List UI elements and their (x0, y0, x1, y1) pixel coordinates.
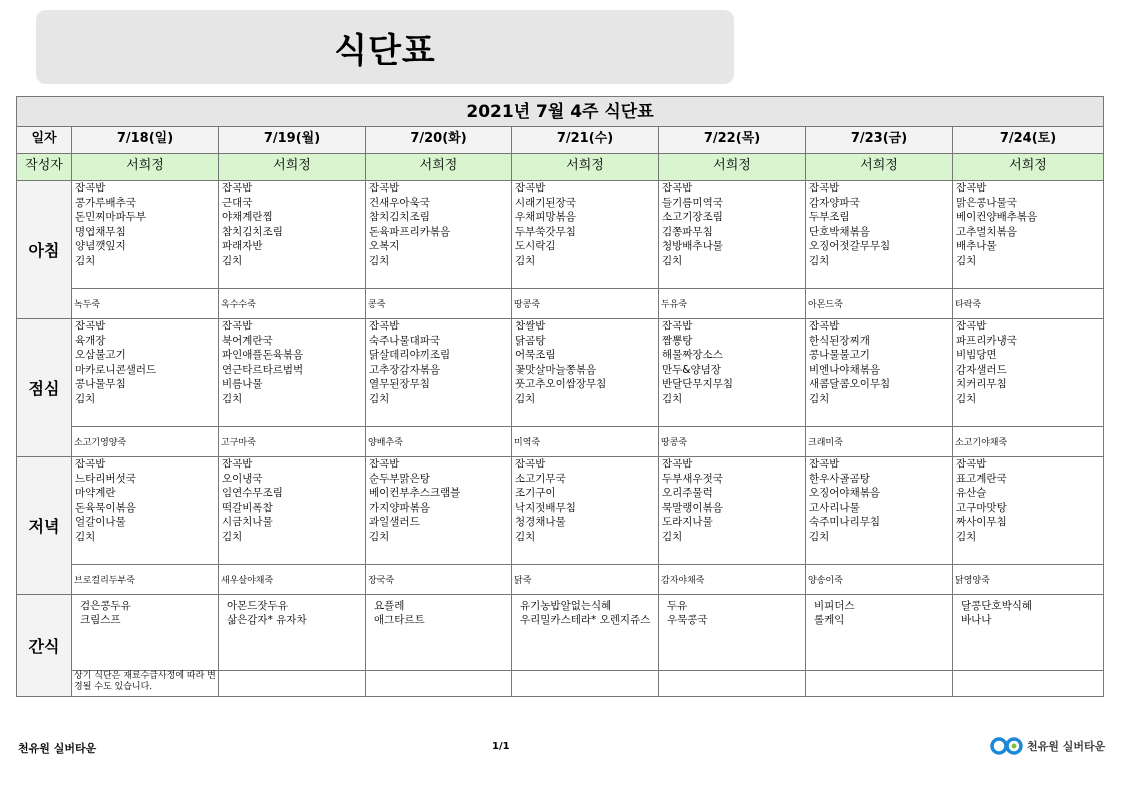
snack-item: 크림스프 (80, 614, 121, 626)
title-banner (36, 10, 734, 84)
menu-item: 김치 (369, 254, 390, 267)
date-label: 일자 (17, 127, 72, 154)
menu-item: 콩가루배추국 (75, 196, 136, 209)
menu-item: 고사리나물 (809, 501, 860, 514)
menu-item: 김치 (662, 392, 683, 405)
note-row (17, 671, 1104, 697)
logo-text: 천유원 실버타운 (1027, 740, 1106, 753)
menu-item: 단호박채볶음 (809, 225, 870, 238)
menu-item: 짬뽕탕 (662, 334, 693, 347)
porridge-cell: 양송이죽 (806, 565, 953, 595)
menu-item: 비엔나야채볶음 (809, 363, 881, 376)
menu-item: 우채피망볶음 (515, 211, 576, 224)
menu-item: 근대국 (222, 196, 253, 209)
snack-item: 두유 (667, 600, 688, 612)
snack-item: 우리밀카스테라* 오렌지쥬스 (520, 614, 651, 626)
menu-item: 풋고추오이쌈장무침 (515, 378, 607, 391)
menu-cell (806, 457, 953, 565)
menu-item: 오삼불고기 (75, 349, 126, 362)
snack-cell (72, 595, 219, 671)
author-row (17, 154, 1104, 181)
menu-item: 육개장 (75, 334, 106, 347)
author-cell: 서희정 (806, 154, 953, 181)
date-cell: 7/18(일) (72, 127, 219, 154)
porridge-cell: 닭죽 (512, 565, 659, 595)
date-cell: 7/24(토) (953, 127, 1104, 154)
author-cell: 서희정 (72, 154, 219, 181)
menu-item: 참치김치조림 (222, 225, 283, 238)
menu-item: 표고계란국 (956, 472, 1007, 485)
date-cell: 7/22(목) (659, 127, 806, 154)
menu-item: 배추나물 (956, 240, 997, 253)
page-title: 식단표 (334, 30, 436, 71)
menu-item: 들기름미역국 (662, 196, 723, 209)
menu-item: 김치 (956, 530, 977, 543)
menu-item: 김치 (222, 530, 243, 543)
menu-item: 명엽채무침 (75, 225, 126, 238)
menu-item: 닭곰탕 (515, 334, 546, 347)
menu-item: 오이냉국 (222, 472, 263, 485)
porridge-cell: 콩죽 (366, 289, 512, 319)
menu-item: 파인애플돈육볶음 (222, 349, 304, 362)
menu-cell (806, 181, 953, 289)
menu-item: 반달단무지무침 (662, 378, 734, 391)
menu-item: 얼갈이나물 (75, 516, 126, 529)
menu-item: 오리주물럭 (662, 487, 713, 500)
porridge-cell: 크래미죽 (806, 427, 953, 457)
menu-item: 김치 (956, 254, 977, 267)
porridge-cell: 땅콩죽 (512, 289, 659, 319)
menu-item: 김치 (222, 392, 243, 405)
menu-cell (366, 181, 512, 289)
menu-item: 야채계란찜 (222, 211, 273, 224)
porridge-cell: 닭영양죽 (953, 565, 1104, 595)
menu-item: 돈육묵이볶음 (75, 501, 136, 514)
menu-item: 꽃맛살마늘쫑볶음 (515, 363, 597, 376)
menu-item: 잡곡밥 (809, 182, 840, 194)
menu-item: 맑은콩나물국 (956, 196, 1017, 209)
menu-item: 마약계란 (75, 487, 116, 500)
menu-item: 양념깻잎지 (75, 240, 126, 253)
snack-item: 롤케익 (814, 614, 845, 626)
menu-item: 김치 (662, 530, 683, 543)
menu-cell (219, 457, 366, 565)
menu-item: 두부조림 (809, 211, 850, 224)
menu-item: 파래자반 (222, 240, 263, 253)
menu-item: 잡곡밥 (75, 320, 106, 332)
menu-item: 돈민찌마파두부 (75, 211, 147, 224)
author-label: 작성자 (17, 154, 72, 181)
menu-item: 소고기장조림 (662, 211, 723, 224)
menu-item: 김치 (809, 254, 830, 267)
menu-item: 잡곡밥 (369, 458, 400, 470)
caption-row (17, 97, 1104, 127)
porridge-cell: 땅콩죽 (659, 427, 806, 457)
menu-item: 북어계란국 (222, 334, 273, 347)
menu-item: 잡곡밥 (222, 458, 253, 470)
porridge-cell: 미역죽 (512, 427, 659, 457)
author-cell: 서희정 (366, 154, 512, 181)
date-cell: 7/19(월) (219, 127, 366, 154)
menu-item: 청방배추나물 (662, 240, 723, 253)
menu-item: 고추장감자볶음 (369, 363, 441, 376)
menu-item: 시금치나물 (222, 516, 273, 529)
menu-cell (219, 181, 366, 289)
menu-item: 두부쑥갓무침 (515, 225, 576, 238)
footer-logo (990, 736, 1105, 756)
menu-item: 유산슬 (956, 487, 987, 500)
empty-cell (659, 671, 806, 697)
snack-item: 아몬드잣두유 (227, 600, 288, 612)
porridge-row (17, 289, 1104, 319)
empty-cell (219, 671, 366, 697)
menu-item: 도시락김 (515, 240, 556, 253)
menu-item: 감자샐러드 (956, 363, 1007, 376)
author-cell: 서희정 (219, 154, 366, 181)
menu-item: 감자양파국 (809, 196, 860, 209)
page-number: 1/1 (492, 741, 510, 752)
menu-item: 잡곡밥 (75, 182, 106, 194)
menu-item: 콩나물불고기 (809, 349, 870, 362)
menu-item: 해물짜장소스 (662, 349, 723, 362)
menu-item: 김치 (369, 392, 390, 405)
menu-item: 잡곡밥 (809, 458, 840, 470)
menu-item: 마카로니콘샐러드 (75, 363, 157, 376)
menu-item: 잡곡밥 (222, 320, 253, 332)
menu-item: 열무된장무침 (369, 378, 430, 391)
menu-cell (953, 181, 1104, 289)
author-cell: 서희정 (659, 154, 806, 181)
menu-cell (953, 457, 1104, 565)
menu-cell (366, 457, 512, 565)
porridge-cell: 소고기야채죽 (953, 427, 1104, 457)
menu-item: 오징어젓갈무무침 (809, 240, 891, 253)
menu-item: 닭살데리야끼조림 (369, 349, 451, 362)
menu-cell (512, 457, 659, 565)
snack-cell (219, 595, 366, 671)
date-cell: 7/23(금) (806, 127, 953, 154)
menu-item: 숙주미나리무침 (809, 516, 881, 529)
menu-item: 찹쌀밥 (515, 320, 546, 332)
menu-item: 잡곡밥 (515, 182, 546, 194)
menu-item: 도라지나물 (662, 516, 713, 529)
menu-cell (366, 319, 512, 427)
menu-item: 순두부맑은탕 (369, 472, 430, 485)
meal-label: 저녁 (17, 457, 72, 595)
porridge-cell: 감자야채죽 (659, 565, 806, 595)
menu-item: 김치 (222, 254, 243, 267)
snack-item: 애그타르트 (374, 614, 425, 626)
date-cell: 7/21(수) (512, 127, 659, 154)
empty-cell (512, 671, 659, 697)
menu-cell (512, 319, 659, 427)
menu-item: 어묵조림 (515, 349, 556, 362)
porridge-cell: 두유죽 (659, 289, 806, 319)
porridge-cell: 타락죽 (953, 289, 1104, 319)
menu-item: 임연수무조림 (222, 487, 283, 500)
porridge-cell: 소고기영양죽 (72, 427, 219, 457)
menu-item: 고구마맛탕 (956, 501, 1007, 514)
menu-item: 잡곡밥 (369, 182, 400, 194)
menu-cell (953, 319, 1104, 427)
menu-item: 두부새우젓국 (662, 472, 723, 485)
menu-item: 과일샐러드 (369, 516, 420, 529)
menu-item: 한우사골곰탕 (809, 472, 870, 485)
menu-item: 숙주나물대파국 (369, 334, 441, 347)
menu-item: 짜사이무침 (956, 516, 1007, 529)
porridge-cell: 장국죽 (366, 565, 512, 595)
table-caption: 2021년 7월 4주 식단표 (17, 97, 1104, 127)
empty-cell (366, 671, 512, 697)
menu-item: 오징어야채볶음 (809, 487, 881, 500)
snack-item: 검은콩두유 (80, 600, 131, 612)
menu-item: 잡곡밥 (369, 320, 400, 332)
menu-item: 새콤달콤오이무침 (809, 378, 891, 391)
menu-item: 잡곡밥 (956, 458, 987, 470)
menu-item: 김치 (75, 254, 96, 267)
porridge-cell: 양배추죽 (366, 427, 512, 457)
porridge-row (17, 565, 1104, 595)
menu-item: 잡곡밥 (809, 320, 840, 332)
meal-row (17, 181, 1104, 289)
menu-item: 잡곡밥 (222, 182, 253, 194)
snack-row (17, 595, 1104, 671)
author-cell: 서희정 (953, 154, 1104, 181)
snack-item: 요플레 (374, 600, 405, 612)
menu-item: 청경채나물 (515, 516, 566, 529)
menu-cell (72, 457, 219, 565)
menu-item: 잡곡밥 (662, 320, 693, 332)
menu-item: 가지양파볶음 (369, 501, 430, 514)
date-cell: 7/20(화) (366, 127, 512, 154)
porridge-cell: 새우살야채죽 (219, 565, 366, 595)
menu-cell (659, 319, 806, 427)
menu-item: 잡곡밥 (956, 182, 987, 194)
empty-cell (806, 671, 953, 697)
snack-label: 간식 (17, 595, 72, 697)
snack-item: 바나나 (961, 614, 992, 626)
menu-item: 김쫑파무침 (662, 225, 713, 238)
meal-row (17, 319, 1104, 427)
snack-item: 유기농밥알없는식혜 (520, 600, 612, 612)
menu-cell (806, 319, 953, 427)
meal-label: 아침 (17, 181, 72, 319)
menu-item: 김치 (809, 392, 830, 405)
menu-item: 잡곡밥 (662, 458, 693, 470)
menu-item: 떡갈비폭찹 (222, 501, 273, 514)
footer-org: 천유원 실버타운 (18, 742, 97, 755)
menu-item: 비빔당면 (956, 349, 997, 362)
menu-item: 김치 (75, 530, 96, 543)
empty-cell (953, 671, 1104, 697)
snack-cell (512, 595, 659, 671)
menu-item: 김치 (662, 254, 683, 267)
menu-cell (659, 457, 806, 565)
menu-item: 낙지젓배무침 (515, 501, 576, 514)
porridge-cell: 옥수수죽 (219, 289, 366, 319)
menu-item: 느타리버섯국 (75, 472, 136, 485)
menu-item: 참치김치조림 (369, 211, 430, 224)
porridge-row (17, 427, 1104, 457)
menu-item: 오복지 (369, 240, 400, 253)
snack-item: 삶은감자* 유자차 (227, 614, 307, 626)
menu-item: 콩나물무침 (75, 378, 126, 391)
snack-item: 우묵콩국 (667, 614, 708, 626)
menu-note: 상기 식단은 재료수급사정에 따라 변경될 수도 있습니다. (72, 671, 219, 697)
snack-cell (806, 595, 953, 671)
snack-cell (366, 595, 512, 671)
menu-item: 잡곡밥 (75, 458, 106, 470)
menu-table (16, 96, 1104, 697)
menu-item: 소고기무국 (515, 472, 566, 485)
menu-item: 치커리무침 (956, 378, 1007, 391)
menu-item: 김치 (515, 254, 536, 267)
menu-item: 잡곡밥 (956, 320, 987, 332)
menu-item: 만두&양념장 (662, 363, 721, 376)
snack-item: 달콩단호박식혜 (961, 600, 1033, 612)
menu-item: 한식된장찌개 (809, 334, 870, 347)
date-row (17, 127, 1104, 154)
menu-item: 시래기된장국 (515, 196, 576, 209)
menu-cell (512, 181, 659, 289)
snack-item: 비피더스 (814, 600, 855, 612)
menu-item: 잡곡밥 (662, 182, 693, 194)
menu-cell (659, 181, 806, 289)
menu-item: 김치 (956, 392, 977, 405)
porridge-cell: 아몬드죽 (806, 289, 953, 319)
menu-item: 베이컨양배추볶음 (956, 211, 1038, 224)
menu-item: 조기구이 (515, 487, 556, 500)
menu-item: 비름나물 (222, 378, 263, 391)
menu-cell (219, 319, 366, 427)
meal-row (17, 457, 1104, 565)
menu-item: 김치 (809, 530, 830, 543)
menu-item: 잡곡밥 (515, 458, 546, 470)
menu-item: 파프리카냉국 (956, 334, 1017, 347)
snack-cell (953, 595, 1104, 671)
menu-item: 연근타르타르범벅 (222, 363, 304, 376)
menu-item: 김치 (369, 530, 390, 543)
author-cell: 서희정 (512, 154, 659, 181)
porridge-cell: 녹두죽 (72, 289, 219, 319)
snack-cell (659, 595, 806, 671)
porridge-cell: 브로컬리두부죽 (72, 565, 219, 595)
menu-item: 건새우아욱국 (369, 196, 430, 209)
logo-icon (990, 736, 1024, 756)
menu-cell (72, 319, 219, 427)
menu-item: 베이컨부추스크램블 (369, 487, 461, 500)
menu-item: 돈육파프리카볶음 (369, 225, 451, 238)
meal-label: 점심 (17, 319, 72, 457)
menu-item: 김치 (75, 392, 96, 405)
menu-item: 김치 (515, 392, 536, 405)
menu-item: 고추멸치볶음 (956, 225, 1017, 238)
menu-cell (72, 181, 219, 289)
menu-item: 묵말랭이볶음 (662, 501, 723, 514)
porridge-cell: 고구마죽 (219, 427, 366, 457)
menu-item: 김치 (515, 530, 536, 543)
